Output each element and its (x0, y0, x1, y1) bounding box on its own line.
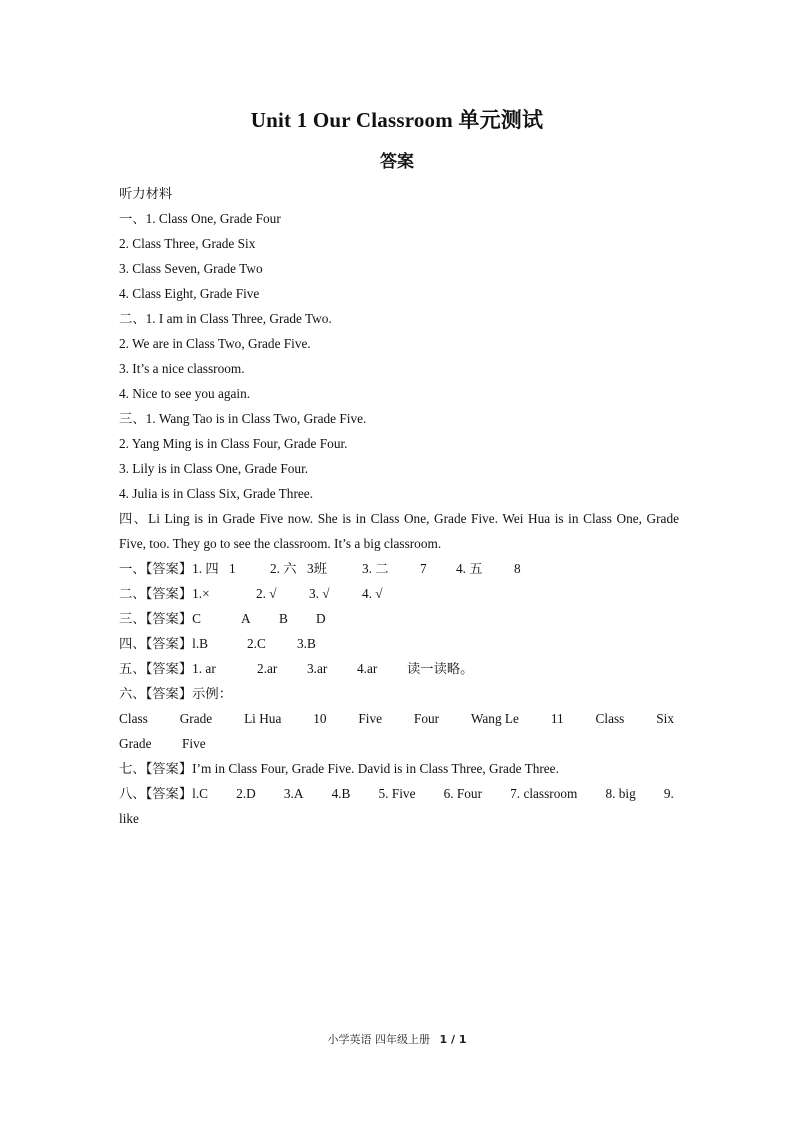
answer-row-5 (119, 656, 679, 681)
answer-row-2 (119, 581, 679, 606)
answer-row-4 (119, 631, 679, 656)
answer-item: 2.C (247, 636, 266, 651)
answer-row-8 (119, 781, 674, 806)
answer-item: 五、【答案】1. ar (119, 661, 216, 676)
listening-line: 4. Class Eight, Grade Five (119, 286, 260, 301)
answer-item: 2. √ (256, 586, 277, 601)
answer-word: Li Hua (244, 711, 282, 726)
listening-heading: 听力材料 (119, 186, 173, 201)
answer-item: 2.ar (257, 661, 278, 676)
answer-item: 4.B (331, 786, 351, 801)
answer-item: D (316, 611, 326, 626)
answer-item: 3. √ (309, 586, 330, 601)
listening-line: 二、1. I am in Class Three, Grade Two. (119, 311, 332, 326)
answer-item: 5. Five (378, 786, 416, 801)
answer-item: 3.ar (307, 661, 328, 676)
answer-word: Five (358, 711, 383, 726)
listening-line: 3. Class Seven, Grade Two (119, 261, 263, 276)
answer-item: 1 (229, 561, 236, 576)
answer-item: 4.ar (357, 661, 378, 676)
answer-word: Grade (179, 711, 213, 726)
answer-word: Six (656, 711, 674, 726)
answer-item: 7. classroom (510, 786, 578, 801)
answer-word: 10 (313, 711, 327, 726)
answer-row-3 (119, 606, 679, 631)
answer-item: 3.A (283, 786, 304, 801)
page-number: 1 / 1 (439, 1033, 467, 1046)
answer-item: 8. big (605, 786, 636, 801)
answer-item: 2.D (236, 786, 256, 801)
listening-line: 3. Lily is in Class One, Grade Four. (119, 461, 309, 476)
answer-item: 9. (663, 786, 674, 801)
answer-item: 3. 二 (362, 561, 389, 576)
answer-word: Class (119, 711, 148, 726)
answer-row-7: 七、【答案】I’m in Class Four, Grade Five. David is in Class Three, Grade Three. (119, 761, 559, 776)
answer-item: 八、【答案】l.C (119, 786, 209, 801)
listening-line: 2. We are in Class Two, Grade Five. (119, 336, 311, 351)
listening-line: 4. Julia is in Class Six, Grade Three. (119, 486, 314, 501)
answer-word: 11 (550, 711, 564, 726)
answer-row-6-words-cont (119, 731, 679, 756)
answer-item: 一、【答案】1. 四 (119, 561, 219, 576)
answer-item: 读一读略。 (407, 661, 474, 676)
answer-item: B (279, 611, 288, 626)
listening-line: 4. Nice to see you again. (119, 386, 251, 401)
answer-row-6-words (119, 706, 674, 731)
answer-item: 3.B (297, 636, 316, 651)
answer-item: 四、【答案】l.B (119, 636, 209, 651)
answer-item: A (241, 611, 251, 626)
listening-line: 一、1. Class One, Grade Four (119, 211, 281, 226)
answer-item: 4. √ (362, 586, 383, 601)
page-footer (0, 1031, 794, 1047)
answer-item: 2. 六 (270, 561, 297, 576)
answer-item: 3班 (307, 561, 327, 576)
document-title: Unit 1 Our Classroom 单元测试 (250, 108, 544, 132)
answer-item: 二、【答案】1.× (119, 586, 210, 601)
answer-item: 8 (514, 561, 521, 576)
answer-word: Four (413, 711, 440, 726)
listening-line: 2. Class Three, Grade Six (119, 236, 256, 251)
answer-row-6-label: 六、【答案】示例： (119, 686, 233, 701)
answer-word: Grade (119, 736, 152, 751)
listening-passage: 四、Li Ling is in Grade Five now. She is in Class One, Grade Five. Wei Hua is in Class One, Grade Five, too. They go to see the classroom. It’s a big classroom. (119, 511, 679, 551)
answer-word: Wang Le (470, 711, 519, 726)
answer-item: 4. 五 (456, 561, 483, 576)
answer-item: 6. Four (443, 786, 483, 801)
answer-item: 三、【答案】C (119, 611, 201, 626)
listening-line: 3. It’s a nice classroom. (119, 361, 245, 376)
answer-word: Five (182, 736, 206, 751)
answer-subtitle: 答案 (380, 152, 414, 171)
answer-row-1 (119, 556, 679, 581)
listening-line: 2. Yang Ming is in Class Four, Grade Four. (119, 436, 348, 451)
footer-text: 小学英语 四年级上册 (327, 1033, 430, 1046)
listening-line: 三、1. Wang Tao is in Class Two, Grade Five. (119, 411, 367, 426)
answer-row-8-cont: like (119, 811, 139, 826)
answer-item: 7 (420, 561, 427, 576)
answer-word: Class (595, 711, 625, 726)
document-body (119, 181, 679, 831)
